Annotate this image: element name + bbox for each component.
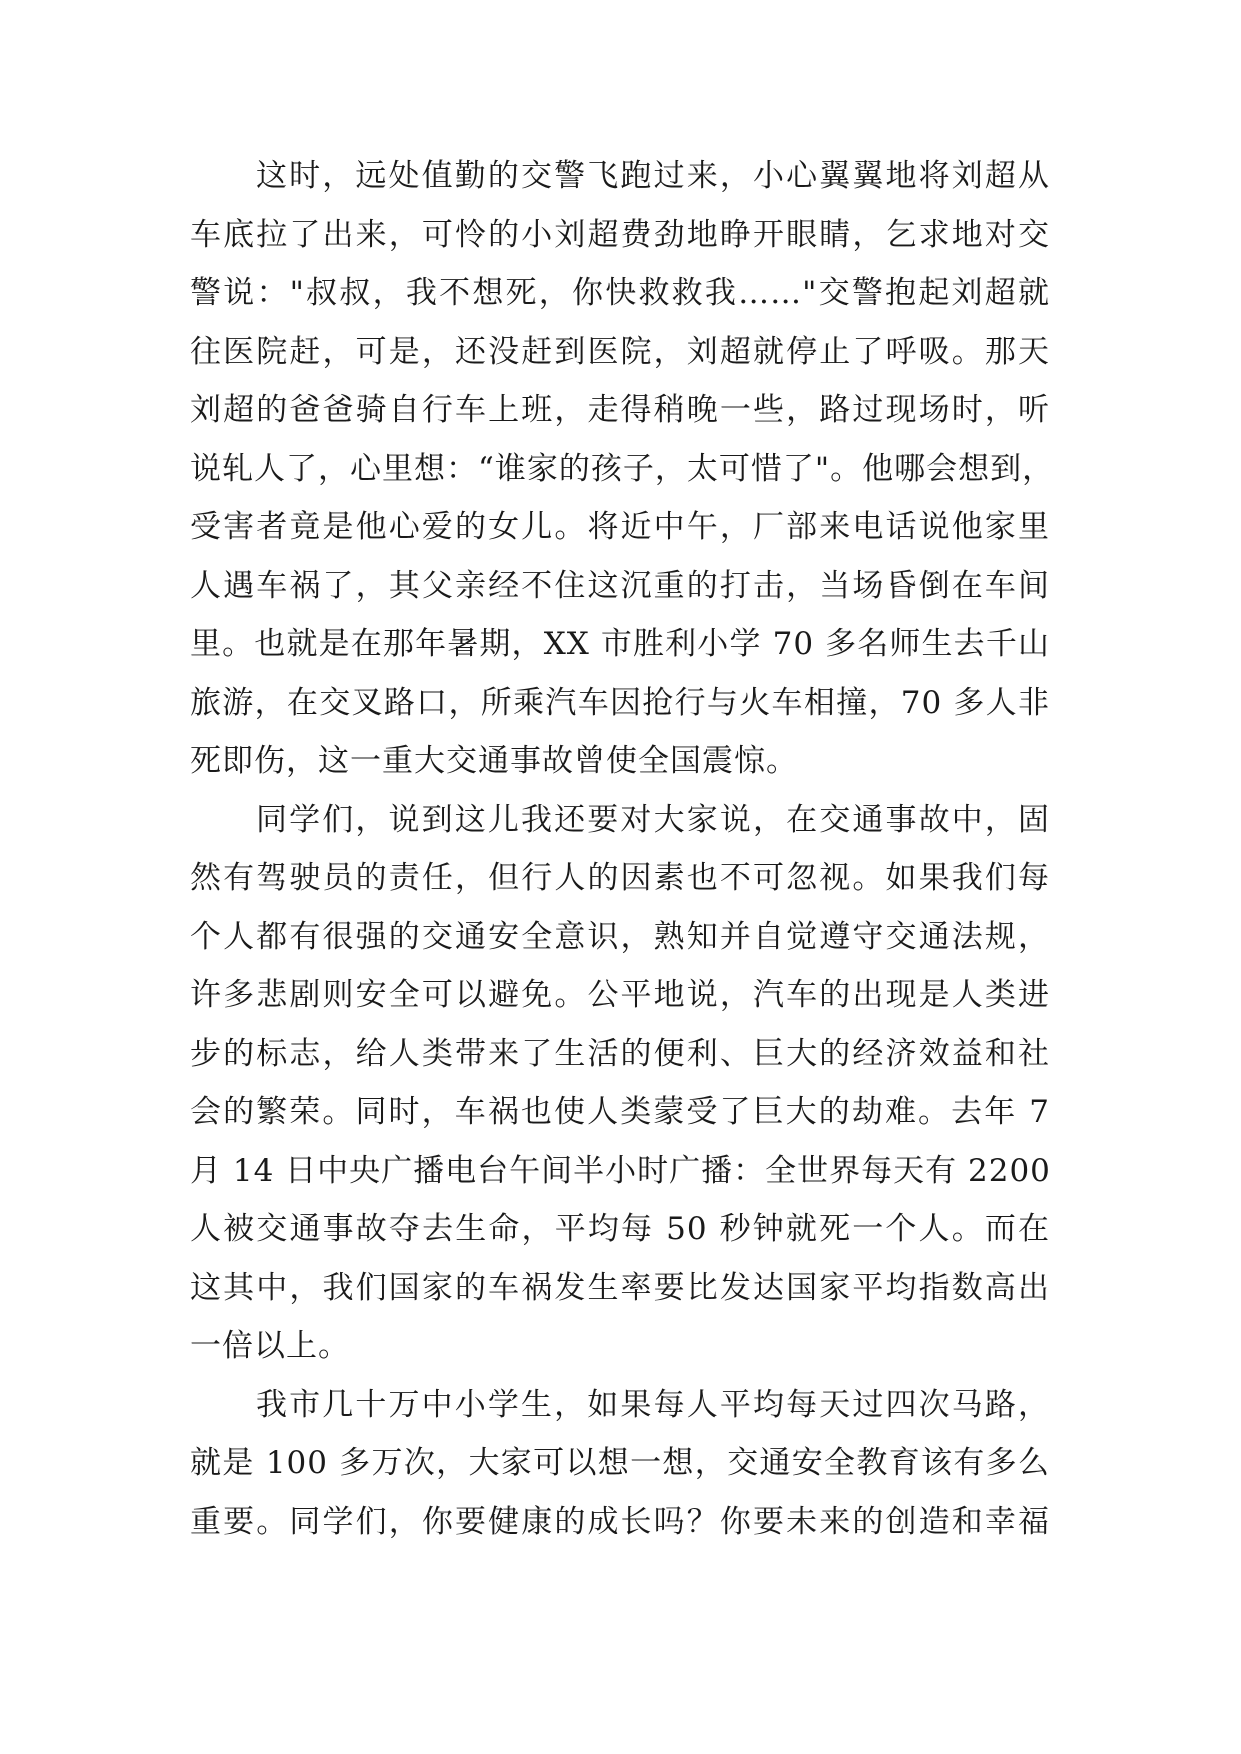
text-line: 往医院赶，可是，还没赶到医院，刘超就停止了呼吸。那天: [190, 333, 1050, 370]
text-line: 同学们，说到这儿我还要对大家说，在交通事故中，固: [256, 801, 1050, 838]
text-line: 刘超的爸爸骑自行车上班，走得稍晚一些，路过现场时，听: [190, 392, 1050, 428]
text-line: 重要。同学们，你要健康的成长吗？你要未来的创造和幸福: [190, 1503, 1050, 1540]
text-line: 受害者竟是他心爱的女儿。将近中午，厂部来电话说他家里: [190, 509, 1050, 545]
text-line: 人被交通事故夺去生命，平均每 50 秒钟就死一个人。而在: [190, 1211, 1050, 1247]
text-line: 会的繁荣。同时，车祸也使人类蒙受了巨大的劫难。去年 7: [190, 1094, 1050, 1130]
paragraph-1: [190, 147, 1055, 791]
paragraph-3: [190, 1376, 1050, 1552]
text-line: 人遇车祸了，其父亲经不住这沉重的打击，当场昏倒在车间: [190, 567, 1050, 604]
text-line: 许多悲剧则安全可以避免。公平地说，汽车的出现是人类进: [190, 977, 1050, 1013]
text-line: 里。也就是在那年暑期，XX 市胜利小学 70 多名师生去千山: [190, 626, 1050, 662]
text-line: 说轧人了，心里想：“谁家的孩子，太可惜了"。他哪会想到，: [190, 450, 1055, 487]
text-line: 步的标志，给人类带来了生活的便利、巨大的经济效益和社: [190, 1035, 1050, 1072]
text-line: 车底拉了出来，可怜的小刘超费劲地睁开眼睛，乞求地对交: [190, 216, 1050, 253]
text-line: 一倍以上。: [190, 1328, 350, 1364]
text-line: 旅游，在交叉路口，所乘汽车因抢行与火车相撞，70 多人非: [190, 684, 1050, 721]
text-line: 这其中，我们国家的车祸发生率要比发达国家平均指数高出: [190, 1269, 1050, 1306]
text-line: 这时，远处值勤的交警飞跑过来，小心翼翼地将刘超从: [256, 158, 1050, 194]
text-line: 个人都有很强的交通安全意识，熟知并自觉遵守交通法规，: [190, 918, 1050, 955]
text-line: 就是 100 多万次，大家可以想一想，交通安全教育该有多么: [190, 1445, 1050, 1481]
document-body: [190, 147, 1055, 1551]
text-line: 然有驾驶员的责任，但行人的因素也不可忽视。如果我们每: [190, 860, 1050, 896]
text-line: 警说："叔叔，我不想死，你快救救我……"交警抱起刘超就: [190, 275, 1050, 311]
text-line: 我市几十万中小学生，如果每人平均每天过四次马路，: [256, 1386, 1050, 1423]
text-line: 死即伤，这一重大交通事故曾使全国震惊。: [190, 743, 798, 779]
paragraph-2: [190, 791, 1050, 1376]
text-line: 月 14 日中央广播电台午间半小时广播：全世界每天有 2200: [190, 1152, 1051, 1189]
